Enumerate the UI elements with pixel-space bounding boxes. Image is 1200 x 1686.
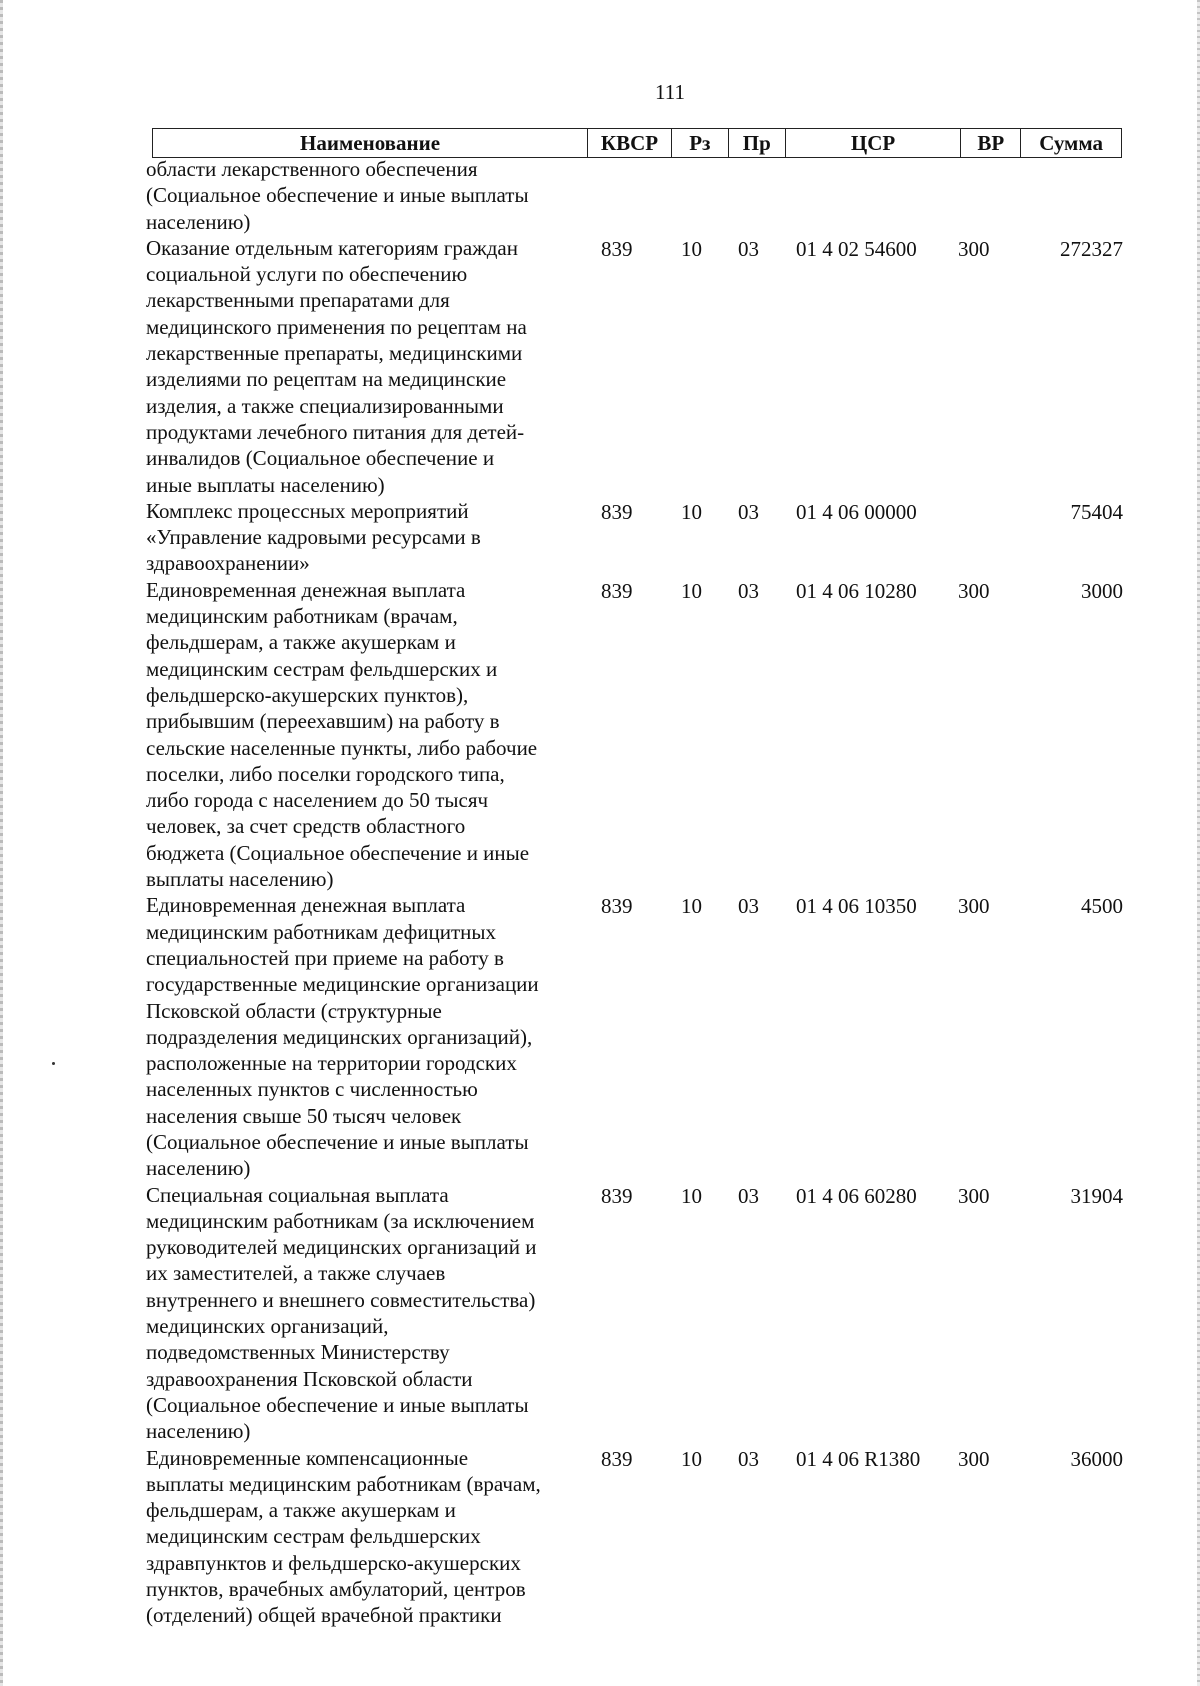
row-kvsr: 839 [601,236,633,261]
row-csr: 01 4 06 60280 [796,1183,917,1208]
row-vr: 300 [958,1183,990,1208]
row-sum: 3000 [1081,578,1123,603]
row-csr: 01 4 02 54600 [796,236,917,261]
table-body [146,156,1126,1629]
table-row [146,892,1126,1181]
row-rz: 10 [681,894,702,919]
row-sum: 31904 [1070,1183,1123,1208]
row-sum: 272327 [1060,236,1123,261]
row-pr: 03 [738,1446,759,1471]
row-rz: 10 [681,1183,702,1208]
row-kvsr: 839 [601,499,633,524]
row-name: Единовременная денежная выплата медицинским работникам (врачам, фельдшерам, а также акушеркам и медицинским сестрам фельдшерских и фельдшерско-акушерских пунктов), прибывшим (переехавшим) на работу в сельские населенные пункты, либо рабочие поселки, либо поселки городского типа, либо города с населением до 50 тысяч человек, за счет средств областного бюджета (Социальное обеспечение и иные выплаты населению) [146,577,538,892]
row-rz: 10 [681,499,702,524]
row-pr: 03 [738,1183,759,1208]
row-vr: 300 [958,894,990,919]
header-pr: Пр [728,129,785,157]
table-row [146,498,1126,577]
row-vr: 300 [958,1446,990,1471]
scan-edge-left [0,0,3,1686]
row-name: Единовременные компенсационные выплаты медицинским работникам (врачам, фельдшерам, а также акушеркам и медицинским сестрам фельдшерских здравпунктов и фельдшерско-акушерских пунктов, врачебных амбулаторий, центров (отделений) общей врачебной практики [146,1445,541,1628]
header-csr: ЦСР [785,129,961,157]
table-row [146,1445,1126,1629]
row-rz: 10 [681,1446,702,1471]
row-csr: 01 4 06 R1380 [796,1446,921,1471]
table-header [152,128,1122,158]
page-number: 111 [655,80,685,104]
header-kvsr: КВСР [587,129,671,157]
row-csr: 01 4 06 10350 [796,894,917,919]
row-sum: 4500 [1081,894,1123,919]
row-rz: 10 [681,578,702,603]
row-name: Специальная социальная выплата медицинским работникам (за исключением руководителей медицинских организаций и их заместителей, а также случаев внутреннего и внешнего совместительства) медицинских организаций, подведомственных Министерству здравоохранения Псковской области (Социальное обеспечение и иные выплаты населению) [146,1182,537,1444]
row-vr: 300 [958,236,990,261]
header-rz: Рз [671,129,728,157]
header-sum: Сумма [1020,129,1121,157]
row-pr: 03 [738,894,759,919]
row-kvsr: 839 [601,578,633,603]
header-name: Наименование [300,131,441,155]
table-row [146,156,1126,235]
row-kvsr: 839 [601,1183,633,1208]
table-row [146,1182,1126,1445]
table-row [146,235,1126,498]
row-sum: 36000 [1070,1446,1123,1471]
row-sum: 75404 [1070,499,1123,524]
row-csr: 01 4 06 10280 [796,578,917,603]
row-name: Единовременная денежная выплата медицинским работникам дефицитных специальностей при приеме на работу в государственные медицинские организации Псковской области (структурные подразделения медицинских организаций), расположенные на территории городских населенных пунктов с численностью населения свыше 50 тысяч человек (Социальное обеспечение и иные выплаты населению) [146,893,539,1181]
row-rz: 10 [681,236,702,261]
table-row [146,577,1126,893]
header-vr: ВР [960,129,1020,157]
row-kvsr: 839 [601,1446,633,1471]
row-kvsr: 839 [601,894,633,919]
row-csr: 01 4 06 00000 [796,499,917,524]
row-name: области лекарственного обеспечения (Социальное обеспечение и иные выплаты населению) [146,157,529,234]
row-name: Оказание отдельным категориям граждан социальной услуги по обеспечению лекарственными препаратами для медицинского применения по рецептам на лекарственные препараты, медицинскими изделиями по рецептам на медицинские изделия, а также специализированными продуктами лечебного питания для детей- инвалидов (Социальное обеспечение и иные выплаты населению) [146,235,527,497]
row-pr: 03 [738,578,759,603]
scan-speck [52,1062,55,1065]
row-pr: 03 [738,499,759,524]
row-name: Комплекс процессных мероприятий «Управление кадровыми ресурсами в здравоохранении» [146,498,481,576]
row-vr: 300 [958,578,990,603]
row-pr: 03 [738,236,759,261]
